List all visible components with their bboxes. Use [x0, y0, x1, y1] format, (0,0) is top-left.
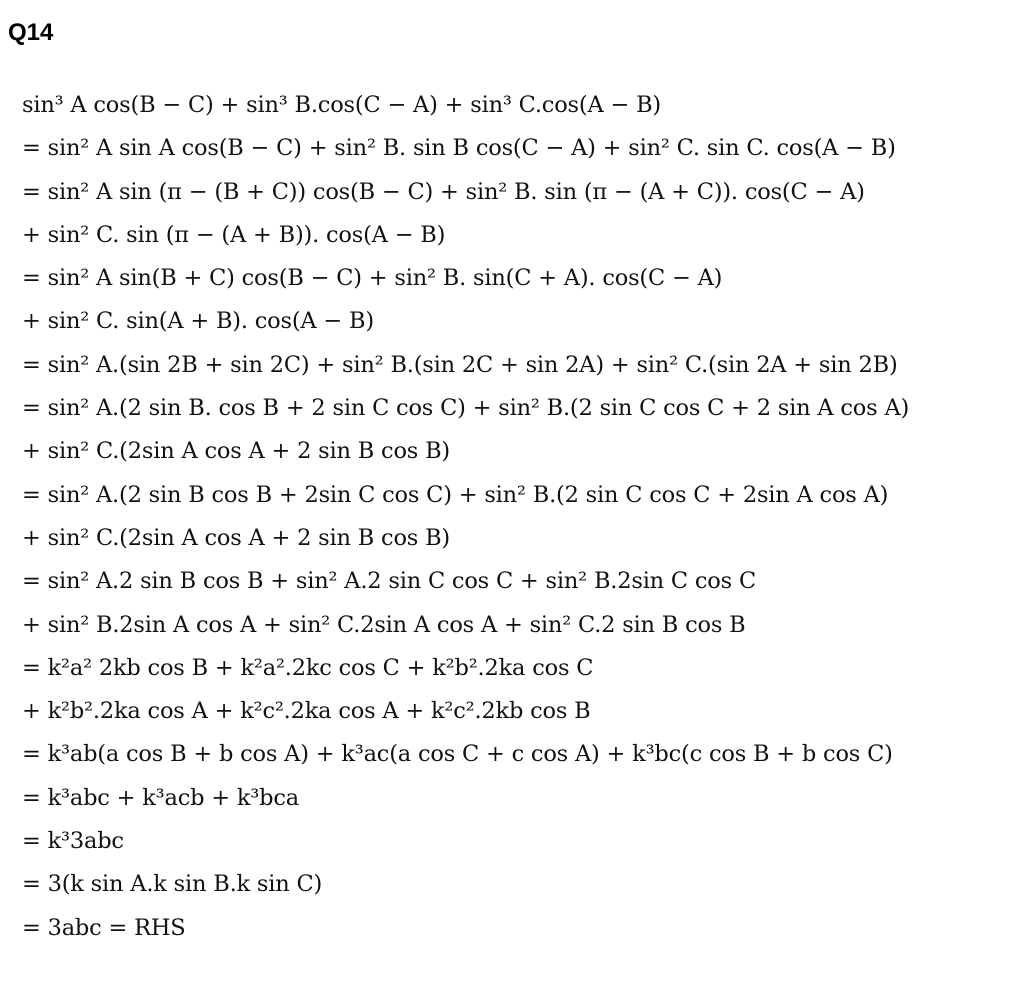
- equation-line: + sin² C. sin(A + B). cos(A − B): [22, 308, 374, 335]
- equation-line: = sin² A.(2 sin B cos B + 2sin C cos C) + sin² B.(2 sin C cos C + 2sin A cos A): [22, 481, 889, 508]
- equation-line: = sin² A sin A cos(B − C) + sin² B. sin B cos(C − A) + sin² C. sin C. cos(A − B): [22, 135, 896, 162]
- equation-line: + sin² C.(2sin A cos A + 2 sin B cos B): [22, 524, 451, 551]
- equation-line: = sin² A.(sin 2B + sin 2C) + sin² B.(sin 2C + sin 2A) + sin² C.(sin 2A + sin 2B): [22, 351, 898, 378]
- equation-line: = k³3abc: [22, 828, 124, 855]
- equation-line: = k³ab(a cos B + b cos A) + k³ac(a cos C + c cos A) + k³bc(c cos B + b cos C): [22, 741, 893, 768]
- equation-line: + sin² B.2sin A cos A + sin² C.2sin A cos A + sin² C.2 sin B cos B: [22, 611, 746, 638]
- equation-line: = sin² A sin(B + C) cos(B − C) + sin² B. sin(C + A). cos(C − A): [22, 265, 723, 292]
- equation-line: = k³abc + k³acb + k³bca: [22, 784, 299, 811]
- equation-line: = 3abc = RHS: [22, 914, 186, 941]
- equation-line: = sin² A.(2 sin B. cos B + 2 sin C cos C) + sin² B.(2 sin C cos C + 2 sin A cos A): [22, 395, 910, 422]
- equation-line: + sin² C.(2sin A cos A + 2 sin B cos B): [22, 438, 451, 465]
- proof-derivation: [22, 84, 1012, 950]
- equation-line: sin³ A cos(B − C) + sin³ B.cos(C − A) + sin³ C.cos(A − B): [22, 92, 662, 118]
- question-label: Q14: [8, 19, 54, 46]
- equation-line: = sin² A sin (π − (B + C)) cos(B − C) + sin² B. sin (π − (A + C)). cos(C − A): [22, 178, 865, 205]
- equation-line: = k²a² 2kb cos B + k²a².2kc cos C + k²b².2ka cos C: [22, 654, 594, 681]
- equation-line: = sin² A.2 sin B cos B + sin² A.2 sin C cos C + sin² B.2sin C cos C: [22, 568, 756, 595]
- equation-line: + k²b².2ka cos A + k²c².2ka cos A + k²c².2kb cos B: [22, 698, 591, 725]
- equation-line: = 3(k sin A.k sin B.k sin C): [22, 871, 323, 898]
- equation-line: + sin² C. sin (π − (A + B)). cos(A − B): [22, 221, 446, 248]
